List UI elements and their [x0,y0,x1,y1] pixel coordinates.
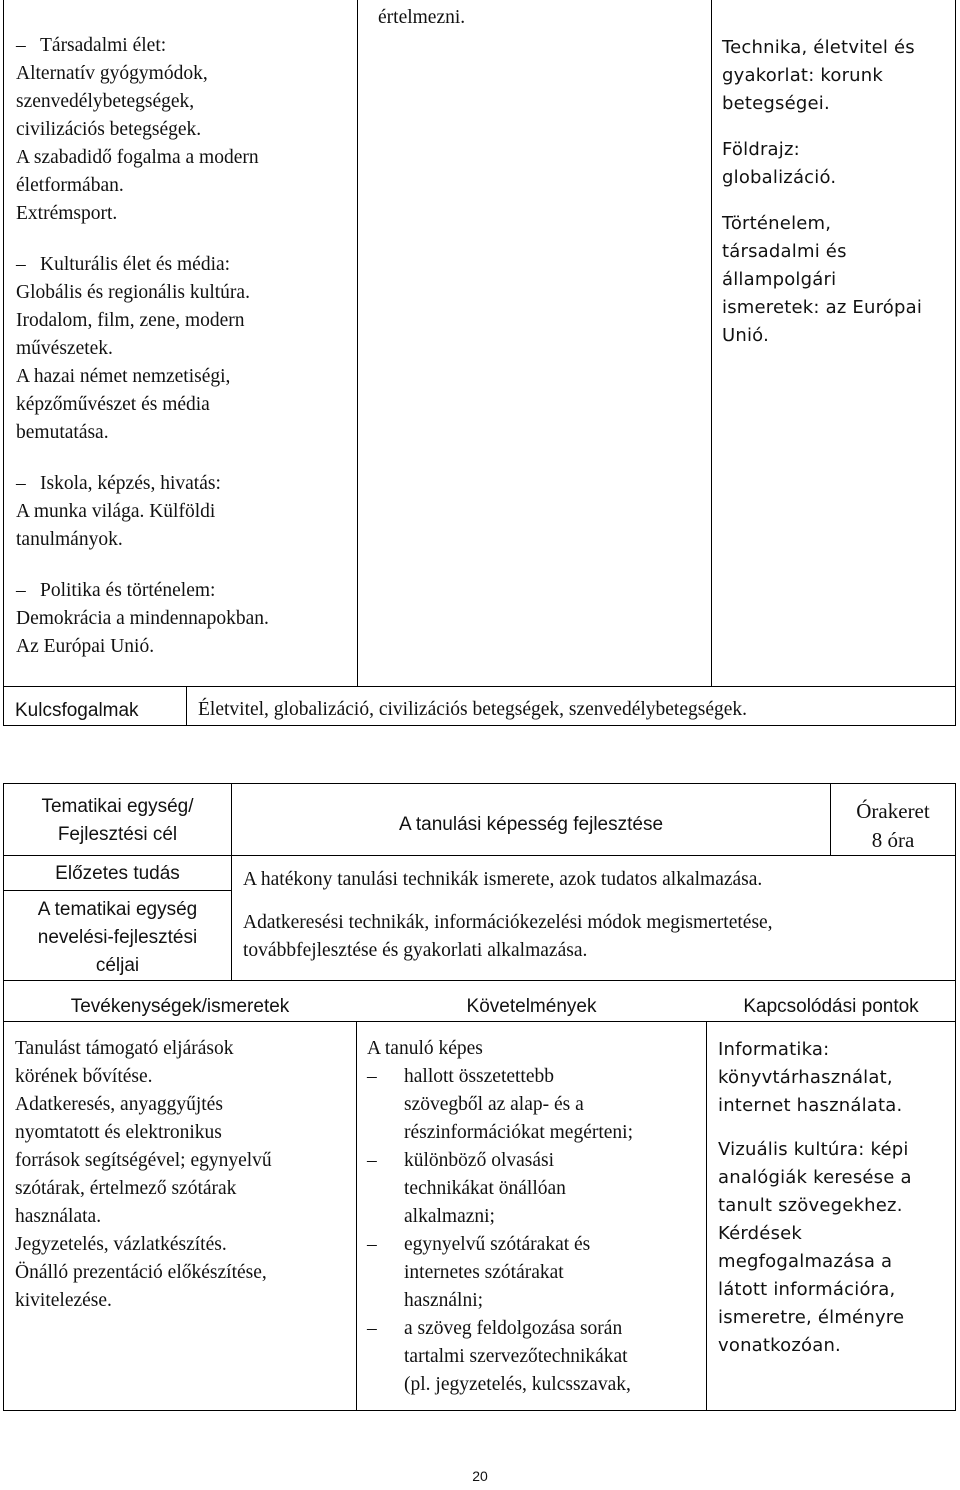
section-line: művészetek. [16,338,113,359]
connection-informatics: Informatika: könyvtárhasználat, internet használata. [718,1039,903,1116]
dash-marker: – [367,1150,377,1171]
keywords-label: Kulcsfogalmak [15,700,139,721]
prior-value: A hatékony tanulási technikák ismerete, azok tudatos alkalmazása. [243,869,763,890]
goals-label: A tematikai egység nevelési-fejlesztési céljai [37,899,198,976]
section-social-life [16,32,351,228]
unit-title: A tanulási képesség fejlesztése [398,814,664,835]
columns-header-bottom [3,1021,956,1022]
activity-line: Adatkeresés, anyaggyűjtés [15,1094,223,1115]
section-culture-media [16,251,351,447]
section-line: Globális és regionális kultúra. [16,282,250,303]
section-line: Demokrácia a mindennapokban. [16,608,269,629]
dash-marker: – [16,580,26,601]
link-history: Történelem, társadalmi és állampolgári ismeretek: az Európai Unió. [722,213,923,346]
unit-header-label: Tematikai egység/ Fejlesztési cél [41,796,194,845]
section-line: A hazai német nemzetiségi, [16,366,231,387]
col-header-connections: Kapcsolódási pontok [743,996,919,1017]
section-line: Alternatív gyógymódok, [16,63,208,84]
section-line: Extrémsport. [16,203,118,224]
section-line: szenvedélybetegségek, [16,91,195,112]
hours-value: 8 óra [871,828,915,852]
keywords-row-bottom-border [3,725,956,726]
activity-line: nyomtatott és elektronikus [15,1122,222,1143]
section-line: A szabadidő fogalma a modern [16,147,259,168]
section-line: Az Európai Unió. [16,636,155,657]
top-right-cell [722,34,952,350]
dash-marker: – [16,35,26,56]
section-title: Politika és történelem: [40,580,216,601]
section-line: A munka világa. Külföldi [16,501,216,522]
unit-table-right-border [955,783,956,1411]
dash-marker: – [16,473,26,494]
goals-row-bottom [3,980,956,981]
activity-line: kivitelezése. [15,1290,112,1311]
section-school [16,470,351,554]
body-divider-2 [706,1021,707,1411]
section-line: tanulmányok. [16,529,123,550]
top-table-col-divider-1 [357,0,358,686]
section-title: Kulturális élet és média: [40,254,231,275]
prior-row-bottom [3,890,231,891]
unit-table-top-border [3,783,956,784]
header-row-bottom [3,855,956,856]
body-divider-1 [356,1021,357,1411]
connection-visual-culture: Vizuális kultúra: képi analógiák keresése a tanult szövegekhez. Kérdések megfogalmazása a látott információra, ismeretre, élményre vonatkozóan. [718,1139,912,1356]
prior-label: Előzetes tudás [55,863,180,884]
requirement-item: – különböző olvasási technikákat önállóan alkalmazni; [367,1147,703,1231]
unit-table-bottom-border [3,1410,956,1411]
top-table-right-border [955,0,956,725]
connections-cell [718,1036,954,1360]
dash-marker: – [16,254,26,275]
requirement-item: – egynyelvű szótárakat és internetes szótárakat használni; [367,1231,703,1315]
col-header-requirements: Követelmények [466,996,597,1017]
hours-label: Órakeret [856,799,930,823]
activity-line: források segítségével; egynyelvű [15,1150,272,1171]
activity-line: Jegyzetelés, vázlatkészítés. [15,1234,227,1255]
section-line: életformában. [16,175,124,196]
section-title: Társadalmi élet: [40,35,167,56]
dash-marker: – [367,1066,377,1087]
link-technology: Technika, életvitel és gyakorlat: korunk betegségei. [722,37,915,114]
activity-line: szótárak, értelmező szótárak [15,1178,237,1199]
requirement-item: – hallott összetettebb szövegből az alap- és a részinformációkat megérteni; [367,1063,703,1147]
requirements-intro: A tanuló képes [367,1038,483,1059]
top-table-col-divider-2 [711,0,712,686]
activity-line: Önálló prezentáció előkészítése, [15,1262,267,1283]
requirement-item: – a szöveg feldolgozása során tartalmi szervezőtechnikákat (pl. jegyzetelés, kulcsszavak, [367,1315,703,1399]
goals-value: Adatkeresési technikák, információkezelési módok megismertetése, továbbfejlesztése és gyakorlati alkalmazása. [243,912,773,961]
top-table-left-border [3,0,4,725]
dash-marker: – [367,1234,377,1255]
keywords-value: Életvitel, globalizáció, civilizációs betegségek, szenvedélybetegségek. [198,699,748,720]
section-line: képzőművészet és média [16,394,210,415]
keywords-row-top-border [3,686,956,687]
activity-line: körének bővítése. [15,1066,153,1087]
section-title: Iskola, képzés, hivatás: [40,473,221,494]
top-left-cell [16,32,351,661]
hours-cell [831,797,955,855]
link-geography: Földrajz: globalizáció. [722,139,837,188]
dash-marker: – [367,1318,377,1339]
col-header-activities: Tevékenységek/ismeretek [70,996,290,1017]
requirements-cell [367,1035,703,1399]
keywords-divider [186,686,187,725]
section-line: bemutatása. [16,422,109,443]
page-number: 20 [472,1468,488,1484]
top-middle-cell: értelmezni. [378,7,466,28]
activity-line: Tanulást támogató eljárások [15,1038,234,1059]
section-line: civilizációs betegségek. [16,119,202,140]
activity-line: használata. [15,1206,102,1227]
section-politics [16,577,351,661]
section-line: Irodalom, film, zene, modern [16,310,245,331]
activities-cell [15,1035,353,1315]
